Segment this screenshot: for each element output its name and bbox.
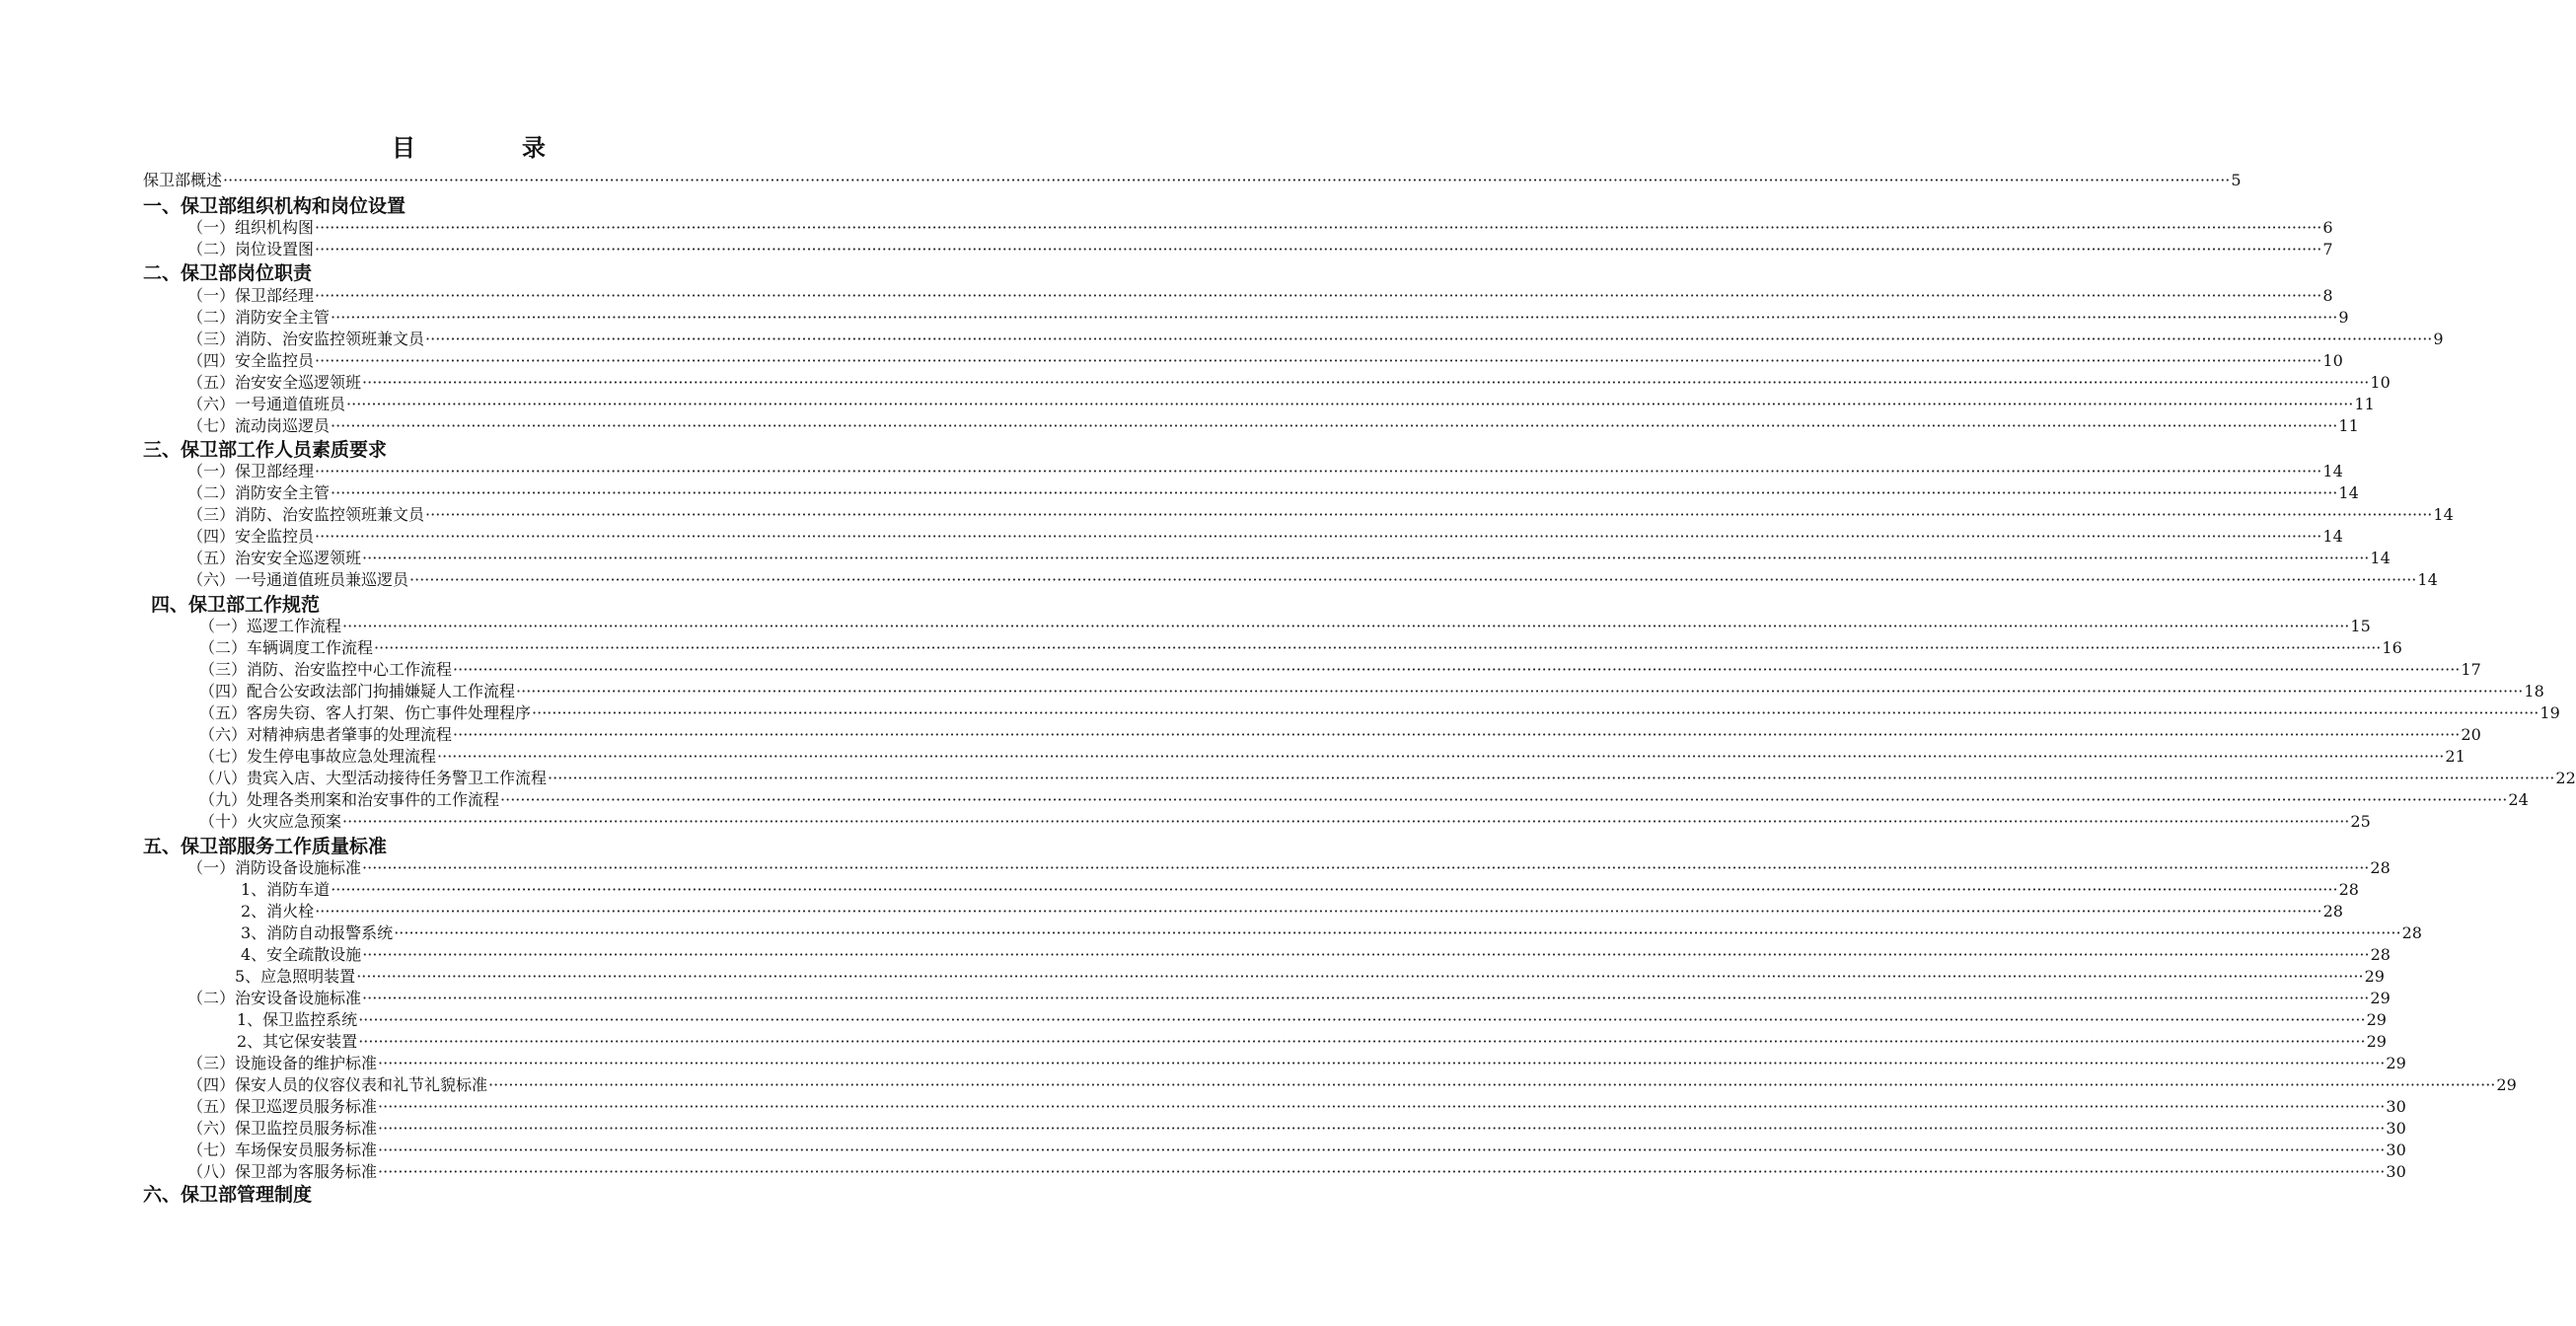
toc-entry[interactable] — [187, 394, 2375, 415]
toc-entry[interactable] — [187, 482, 2359, 504]
toc-entry-label: （三）消防、治安监控领班兼文员 — [187, 505, 425, 524]
dot-leader: ················································································································································································································································································································································································································ — [500, 790, 2508, 809]
dot-leader: ················································································································································································································································································································································································································ — [453, 725, 2461, 744]
toc-entry-page-number: 8 — [2322, 286, 2333, 305]
toc-entry-page-number: 30 — [2386, 1119, 2406, 1138]
toc-entry-page-number: 14 — [2322, 527, 2343, 546]
toc-entry-label: （五）治安安全巡逻领班 — [187, 549, 362, 567]
dot-leader: ················································································································································································································································································································································································································ — [378, 1054, 2386, 1072]
toc-entry-page-number: 14 — [2433, 505, 2454, 524]
toc-entry-page-number: 21 — [2445, 747, 2466, 766]
toc-entry[interactable] — [187, 988, 2391, 1009]
dot-leader: ················································································································································································································································································································································································································ — [331, 416, 2338, 435]
toc-entry[interactable] — [187, 857, 2391, 879]
dot-leader: ················································································································································································································································································································································································································ — [453, 660, 2461, 679]
dot-leader: ················································································································································································································································································································································································································ — [437, 747, 2445, 766]
toc-entry[interactable] — [187, 285, 2333, 307]
dot-leader: ················································································································································································································································································································································································································ — [223, 171, 2231, 189]
dot-leader: ················································································································································································································································································································································································································ — [315, 902, 2322, 921]
toc-entry-page-number: 17 — [2461, 660, 2481, 679]
toc-entry-label: （七）发生停电事故应急处理流程 — [199, 747, 437, 766]
toc-entry-page-number: 28 — [2370, 858, 2391, 877]
toc-entry-page-number: 29 — [2366, 1032, 2387, 1051]
section-heading: 一、保卫部组织机构和岗位设置 — [143, 195, 406, 217]
toc-entry-label: （四）安全监控员 — [187, 527, 315, 546]
toc-entry-label: （七）车场保安员服务标准 — [187, 1141, 378, 1159]
toc-entry[interactable] — [187, 350, 2343, 372]
toc-entry-label: （三）消防、治安监控中心工作流程 — [199, 660, 453, 679]
toc-entry-page-number: 5 — [2231, 171, 2242, 189]
toc-entry-label: （四）保安人员的仪容仪表和礼节礼貌标准 — [187, 1075, 488, 1094]
toc-entry[interactable] — [187, 569, 2438, 591]
toc-entry-page-number: 14 — [2417, 570, 2438, 589]
toc-entry[interactable] — [241, 879, 2359, 901]
toc-entry-label: 2、其它保安装置 — [237, 1032, 358, 1051]
toc-entry[interactable] — [199, 681, 2544, 702]
dot-leader: ················································································································································································································································································································································································································ — [315, 527, 2322, 546]
dot-leader: ················································································································································································································································································································································································································ — [378, 1141, 2386, 1159]
dot-leader: ················································································································································································································································································································································································································ — [346, 395, 2354, 413]
toc-entry-label: （二）消防安全主管 — [187, 308, 331, 327]
dot-leader: ················································································································································································································································································································································································································ — [378, 1097, 2386, 1116]
toc-entry-page-number: 22 — [2555, 769, 2576, 787]
dot-leader: ················································································································································································································································································································································································································ — [362, 989, 2370, 1007]
toc-entry[interactable] — [187, 307, 2349, 329]
toc-entry[interactable] — [187, 239, 2333, 260]
section-heading: 四、保卫部工作规范 — [151, 594, 321, 616]
section-heading: 五、保卫部服务工作质量标准 — [143, 836, 388, 857]
toc-entry[interactable] — [187, 1118, 2406, 1140]
toc-entry-label: 1、消防车道 — [241, 880, 331, 899]
toc-entry-page-number: 20 — [2461, 725, 2481, 744]
toc-entry[interactable] — [199, 702, 2560, 724]
toc-entry-label: 4、安全疏散设施 — [241, 945, 362, 964]
dot-leader: ················································································································································································································································································································································································································ — [362, 549, 2370, 567]
toc-entry-page-number: 16 — [2382, 638, 2402, 657]
dot-leader: ················································································································································································································································································································································································································ — [378, 1119, 2386, 1138]
dot-leader: ················································································································································································································································································································································································································ — [362, 373, 2370, 392]
toc-entry-page-number: 10 — [2370, 373, 2391, 392]
page-title: 目 录 — [392, 133, 587, 162]
toc-entry[interactable] — [199, 724, 2481, 746]
toc-entry-page-number: 25 — [2350, 812, 2371, 831]
toc-entry[interactable] — [187, 1140, 2406, 1161]
dot-leader: ················································································································································································································································································································································································································ — [331, 308, 2338, 327]
toc-entry[interactable] — [241, 901, 2343, 922]
toc-entry-page-number: 28 — [2322, 902, 2343, 921]
toc-entry-page-number: 6 — [2322, 218, 2333, 237]
toc-entry-label: （四）安全监控员 — [187, 351, 315, 370]
toc-entry-page-number: 30 — [2386, 1141, 2406, 1159]
dot-leader: ················································································································································································································································································································································································································ — [378, 1162, 2386, 1181]
toc-entry-page-number: 29 — [2496, 1075, 2517, 1094]
toc-entry-label: （十）火灾应急预案 — [199, 812, 342, 831]
toc-entry[interactable] — [187, 548, 2391, 569]
toc-entry-label: （九）处理各类刑案和治安事件的工作流程 — [199, 790, 500, 809]
toc-entry[interactable] — [199, 768, 2576, 789]
dot-leader: ················································································································································································································································································································································································································ — [315, 240, 2322, 258]
dot-leader: ················································································································································································································································································································································································································ — [315, 351, 2322, 370]
dot-leader: ················································································································································································································································································································································································································ — [342, 812, 2350, 831]
toc-entry[interactable] — [199, 789, 2529, 811]
toc-entry-page-number: 29 — [2364, 967, 2385, 986]
toc-entry-label: （八）贵宾入店、大型活动接待任务警卫工作流程 — [199, 769, 548, 787]
toc-entry[interactable] — [199, 811, 2371, 833]
toc-entry-label: （六）一号通道值班员兼巡逻员 — [187, 570, 409, 589]
toc-entry-label: （五）治安安全巡逻领班 — [187, 373, 362, 392]
dot-leader: ················································································································································································································································································································································································································ — [315, 286, 2322, 305]
dot-leader: ················································································································································································································································································································································································································ — [331, 880, 2338, 899]
toc-entry-page-number: 29 — [2366, 1010, 2387, 1029]
toc-entry-page-number: 10 — [2322, 351, 2343, 370]
toc-entry-page-number: 19 — [2539, 703, 2560, 722]
dot-leader: ················································································································································································································································································································································································································ — [374, 638, 2382, 657]
dot-leader: ················································································································································································································································································································································································································ — [342, 617, 2350, 635]
toc-entry-label: （六）对精神病患者肇事的处理流程 — [199, 725, 453, 744]
toc-entry-page-number: 28 — [2370, 945, 2391, 964]
toc-entry[interactable] — [187, 504, 2454, 526]
toc-entry[interactable] — [187, 1161, 2406, 1183]
toc-entry[interactable] — [187, 1074, 2517, 1096]
toc-entry-label: 保卫部概述 — [143, 171, 223, 189]
toc-entry[interactable] — [199, 746, 2466, 768]
toc-entry-label: （二）治安设备设施标准 — [187, 989, 362, 1007]
toc-entry-page-number: 9 — [2433, 330, 2444, 348]
dot-leader: ················································································································································································································································································································································································································ — [425, 330, 2433, 348]
toc-entry-label: 2、消火栓 — [241, 902, 315, 921]
toc-entry-page-number: 7 — [2322, 240, 2333, 258]
toc-entry-label: （三）设施设备的维护标准 — [187, 1054, 378, 1072]
toc-entry-label: 3、消防自动报警系统 — [241, 923, 394, 942]
toc-entry-page-number: 11 — [2354, 395, 2375, 413]
toc-entry[interactable] — [187, 461, 2343, 482]
dot-leader: ················································································································································································································································································································································································································ — [362, 858, 2370, 877]
toc-entry[interactable] — [187, 1053, 2406, 1074]
dot-leader: ················································································································································································································································································································································································································ — [358, 1032, 2366, 1051]
dot-leader: ················································································································································································································································································································································································································ — [331, 483, 2338, 502]
toc-entry-label: （五）保卫巡逻员服务标准 — [187, 1097, 378, 1116]
toc-entry-label: （八）保卫部为客服务标准 — [187, 1162, 378, 1181]
section-heading: 六、保卫部管理制度 — [143, 1184, 313, 1206]
dot-leader: ················································································································································································································································································································································································································ — [356, 967, 2364, 986]
dot-leader: ················································································································································································································································································································································································································ — [488, 1075, 2496, 1094]
toc-entry-page-number: 29 — [2386, 1054, 2406, 1072]
toc-entry-page-number: 28 — [2338, 880, 2359, 899]
toc-entry-label: （二）消防安全主管 — [187, 483, 331, 502]
dot-leader: ················································································································································································································································································································································································································ — [409, 570, 2417, 589]
toc-entry-page-number: 15 — [2350, 617, 2371, 635]
toc-entry-label: （六）一号通道值班员 — [187, 395, 346, 413]
dot-leader: ················································································································································································································································································································································································································ — [532, 703, 2539, 722]
toc-entry-label: （六）保卫监控员服务标准 — [187, 1119, 378, 1138]
toc-entry[interactable] — [187, 372, 2391, 394]
dot-leader: ················································································································································································································································································································································································································ — [315, 218, 2322, 237]
toc-entry-page-number: 14 — [2338, 483, 2359, 502]
toc-entry-label: （二）车辆调度工作流程 — [199, 638, 374, 657]
dot-leader: ················································································································································································································································································································································································································ — [516, 682, 2524, 700]
toc-entry-label: （一）组织机构图 — [187, 218, 315, 237]
dot-leader: ················································································································································································································································································································································································································ — [362, 945, 2370, 964]
toc-entry[interactable] — [237, 1009, 2387, 1031]
toc-entry[interactable] — [187, 415, 2359, 437]
toc-entry[interactable] — [199, 659, 2481, 681]
dot-leader: ················································································································································································································································································································································································································ — [315, 462, 2322, 480]
toc-entry-page-number: 30 — [2386, 1162, 2406, 1181]
toc-entry-label: （一）消防设备设施标准 — [187, 858, 362, 877]
toc-entry-label: （一）巡逻工作流程 — [199, 617, 342, 635]
toc-entry[interactable] — [187, 217, 2333, 239]
toc-entry-page-number: 24 — [2508, 790, 2529, 809]
toc-entry[interactable] — [143, 170, 2242, 191]
toc-entry[interactable] — [187, 526, 2343, 548]
dot-leader: ················································································································································································································································································································································································································ — [358, 1010, 2366, 1029]
toc-entry-label: （一）保卫部经理 — [187, 286, 315, 305]
toc-entry-page-number: 30 — [2386, 1097, 2406, 1116]
toc-entry[interactable] — [235, 966, 2385, 988]
toc-entry[interactable] — [241, 922, 2422, 944]
toc-entry-page-number: 28 — [2401, 923, 2422, 942]
section-heading: 二、保卫部岗位职责 — [143, 262, 313, 284]
toc-entry-label: （一）保卫部经理 — [187, 462, 315, 480]
section-heading: 三、保卫部工作人员素质要求 — [143, 439, 388, 461]
toc-entry-page-number: 18 — [2524, 682, 2544, 700]
toc-entry[interactable] — [187, 329, 2444, 350]
dot-leader: ················································································································································································································································································································································································································ — [425, 505, 2433, 524]
toc-entry-page-number: 29 — [2370, 989, 2391, 1007]
toc-entry-label: （二）岗位设置图 — [187, 240, 315, 258]
toc-entry-label: （七）流动岗巡逻员 — [187, 416, 331, 435]
toc-entry-page-number: 9 — [2338, 308, 2349, 327]
toc-entry-label: （五）客房失窃、客人打架、伤亡事件处理程序 — [199, 703, 532, 722]
toc-entry-page-number: 14 — [2370, 549, 2391, 567]
toc-entry-page-number: 14 — [2322, 462, 2343, 480]
toc-entry-label: 1、保卫监控系统 — [237, 1010, 358, 1029]
toc-entry-label: （四）配合公安政法部门拘捕嫌疑人工作流程 — [199, 682, 516, 700]
toc-entry-label: （三）消防、治安监控领班兼文员 — [187, 330, 425, 348]
toc-entry[interactable] — [199, 616, 2371, 637]
toc-entry-page-number: 11 — [2338, 416, 2359, 435]
dot-leader: ················································································································································································································································································································································································································ — [548, 769, 2555, 787]
toc-entry[interactable] — [241, 944, 2391, 966]
toc-entry-label: 5、应急照明装置 — [235, 967, 356, 986]
toc-entry[interactable] — [187, 1096, 2406, 1118]
toc-entry[interactable] — [199, 637, 2402, 659]
dot-leader: ················································································································································································································································································································································································································ — [394, 923, 2401, 942]
toc-entry[interactable] — [237, 1031, 2387, 1053]
